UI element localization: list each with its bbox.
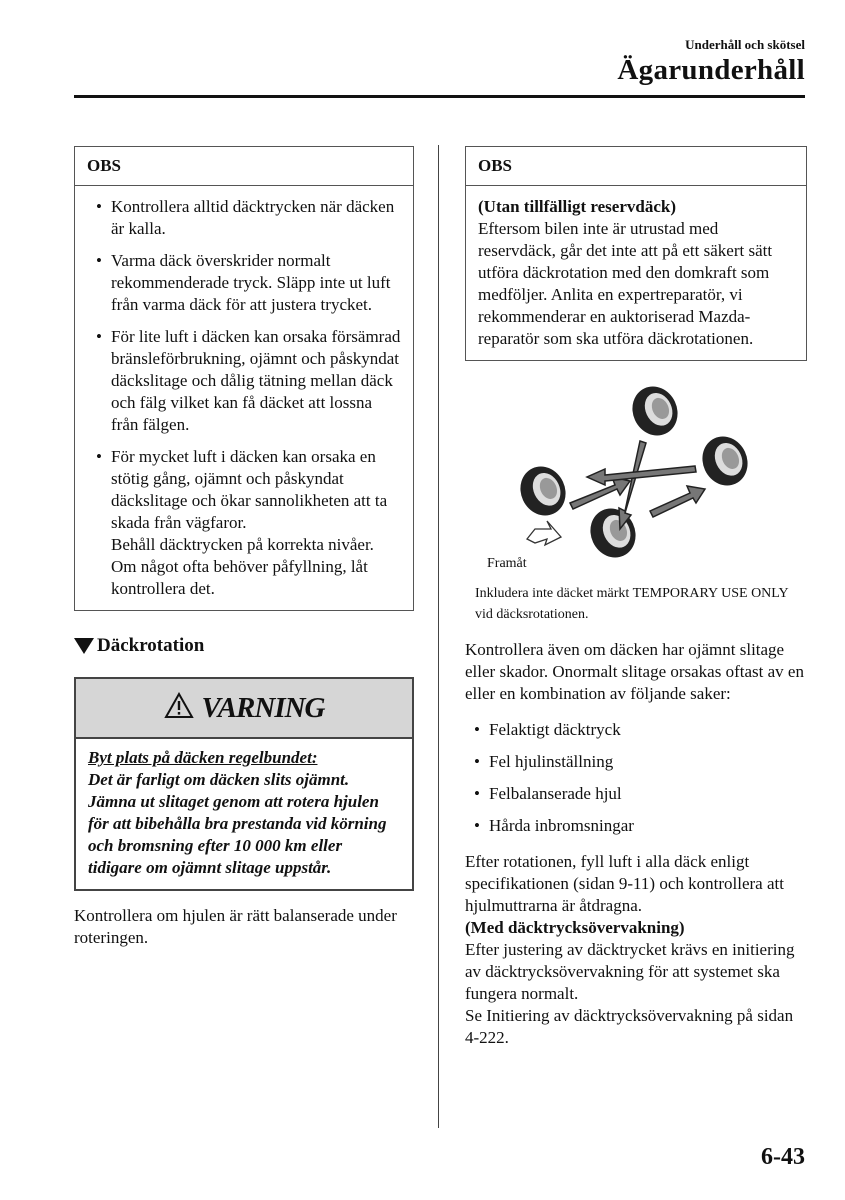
warning-triangle-icon: [164, 692, 194, 725]
tire-rear-left: [512, 459, 573, 523]
warning-box: [74, 677, 414, 891]
triangle-bullet-icon: [74, 638, 94, 654]
obs-list: [87, 196, 401, 600]
obs-title: OBS: [466, 147, 806, 186]
tire-rotation-diagram: [465, 371, 807, 581]
cause-item: • Felaktigt däcktryck: [465, 719, 807, 741]
cause-item: • Hårda inbromsningar: [465, 815, 807, 837]
after-rotation-text: Efter rotationen, fyll luft i alla däck enligt specifikationen (sidan 9-11) och kontrollera att hjulmuttrarna är åtdragna.: [465, 852, 784, 915]
obs-item-extra: Behåll däcktrycken på korrekta nivåer. Om något ofta behöver påfyllning, låt kontrollera det.: [111, 535, 374, 598]
tire-rear-right: [582, 501, 643, 565]
figure-caption: Inkludera inte däcket märkt TEMPORARY USE ONLY vid däcksrotationen.: [475, 586, 789, 622]
left-column: [74, 146, 414, 949]
column-divider: [438, 145, 439, 1128]
obs-item-text: För mycket luft i däcken kan orsaka en stötig gång, ojämnt och påskyndat däckslitage och ökar sannolikheten att ta skada från vägfaror.: [111, 447, 388, 532]
warning-body: [76, 739, 412, 889]
tpms-subheading: (Med däcktrycksövervakning): [465, 918, 685, 937]
warning-subtitle: Byt plats på däcken regelbundet:: [88, 748, 318, 767]
cause-item: • Fel hjulinställning: [465, 751, 807, 773]
page-title: Ägarunderhåll: [617, 54, 805, 86]
warning-text: Det är farligt om däcken slits ojämnt. Jämna ut slitaget genom att rotera hjulen för att bibehålla bra prestanda vid körning och bromsning efter 10 000 km eller tidigare om ojämnt slitage uppstår.: [88, 770, 387, 877]
balance-paragraph: Kontrollera om hjulen är rätt balanserade under roteringen.: [74, 906, 397, 947]
tire-front-left: [624, 379, 685, 443]
tire-rotation-figure: [465, 371, 807, 581]
obs-text: Eftersom bilen inte är utrustad med reservdäck, går det inte att på ett säkert sätt utföra däckrotation med den domkraft som medföljer. Anlita en expertreparatör, vi rekommenderar en auktoriserad Mazda-reparatör som ska utföra däckrotationen.: [478, 219, 773, 348]
obs-subtitle: (Utan tillfälligt reservdäck): [478, 197, 676, 216]
obs-box-left: [74, 146, 414, 611]
section-heading: [74, 635, 414, 657]
obs-item: • För lite luft i däcken kan orsaka försämrad bränsleförbrukning, ojämnt och påskyndat däckslitage och dålig tätning mellan däck och fälg vilket kan få däcket att lossna från fälgen.: [87, 326, 401, 436]
obs-item: • Kontrollera alltid däcktrycken när däcken är kalla.: [87, 196, 401, 240]
section-heading-text: Däckrotation: [97, 635, 205, 656]
right-column: [465, 146, 807, 1049]
cause-item: • Felbalanserade hjul: [465, 783, 807, 805]
obs-item: • Varma däck överskrider normalt rekommenderade tryck. Släpp inte ut luft från varma däck för att justera trycket.: [87, 250, 401, 316]
obs-item: [87, 446, 401, 600]
forward-arrow-icon: [527, 521, 561, 545]
wear-paragraph: Kontrollera även om däcken har ojämnt slitage eller skador. Onormalt slitage orsakas oftast av en eller en kombination av följande saker:: [465, 640, 804, 703]
header-rule: [74, 95, 805, 98]
tpms-text: Efter justering av däcktrycket krävs en initiering av däcktrycksövervakning för att systemet ska fungera normalt.: [465, 940, 795, 1003]
tire-front-right: [694, 429, 755, 493]
obs-title: OBS: [75, 147, 413, 186]
header-section: Underhåll och skötsel: [685, 37, 805, 52]
rotation-arrows: [570, 441, 705, 529]
warning-header: [76, 679, 412, 739]
after-rotation-paragraph: [465, 851, 807, 1049]
warning-title: VARNING: [201, 692, 325, 724]
obs-box-right: [465, 146, 807, 361]
page-number: 6-43: [761, 1144, 805, 1170]
causes-list: [465, 719, 807, 837]
forward-label: Framåt: [487, 556, 527, 571]
tpms-reference: Se Initiering av däcktrycksövervakning på sidan 4-222.: [465, 1006, 794, 1047]
